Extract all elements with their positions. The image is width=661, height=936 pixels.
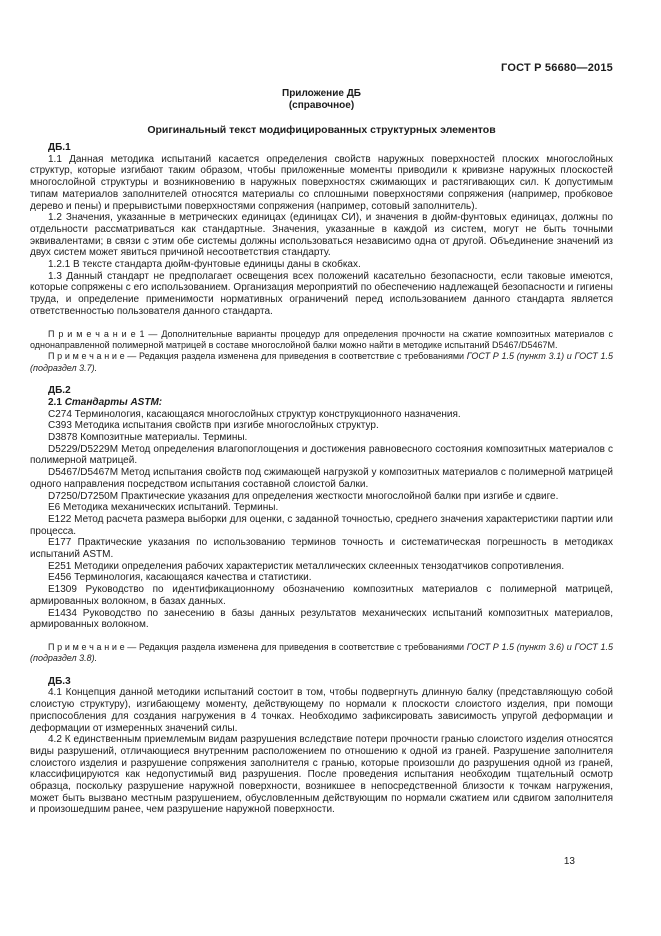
note-3-reference: ГОСТ Р 1.5 (пункт 3.6) и ГОСТ 1.5 (подраздел 3.8). <box>30 641 613 664</box>
subsection-title: Стандарты ASTM: <box>64 396 163 408</box>
note-1 <box>30 329 613 352</box>
annex-block <box>30 88 613 112</box>
section-heading-db3: ДБ.3 <box>48 675 71 687</box>
paragraph-1-3: 1.3 Данный стандарт не предполагает освещения всех положений касательно безопасности, если таковые имеются, которые сопряжены с его использованием. Организация мероприятий по обеспечению надлежащей безопасности и гигиены труда, и определение применимости нормативных ограничений перед использованием данного стандарта является ответственностью пользователя данного стандарта. <box>30 270 613 317</box>
document-header <box>30 62 613 75</box>
astm-item: C274 Терминология, касающаяся многослойных структур конструкционного назначения. <box>48 408 461 420</box>
paragraph-4-1: 4.1 Концепция данной методики испытаний состоит в том, чтобы подвергнуть длинную балку (представляющую собой слоистую структуру), изгибающему моменту, действующему по нормали к плоскости слоистого изделия, при помощи приспособления для создания нагружения в 4 точках. Необходимо зафиксировать зависимость упругой деформации и деформации от измеренных значений силы. <box>30 687 613 734</box>
subsection-2-1 <box>30 397 613 409</box>
document-body <box>30 142 613 816</box>
paragraph-4-2: 4.2 К единственным приемлемым видам разрушения вследствие потери прочности гранью слоистого изделия относятся виды разрушений, отличающиеся внутренним расположением по отношению к одной из граней. Разрушение заполнителя слоистого изделия и разрушение сопряжения заполнителя с гранью, которые произошли до разрушения одной из граней, классифицируются как недопустимый вид разрушения. После проведения испытания необходим тщательный осмотр образца, поскольку разрушение наружной поверхности, возникшее в непосредственной близости к точкам нагружения, может быть вызвано местным разрушением, обусловленным действующим по нормали сжатием или сдвигом заполнителя и произошедшим ранее, чем разрушение наружной поверхности. <box>30 734 613 816</box>
note-2-text: П р и м е ч а н и е — Редакция раздела изменена для приведения в соответствие с требованиями <box>48 351 465 362</box>
section-heading-db2: ДБ.2 <box>48 385 71 397</box>
astm-item: Е122 Метод расчета размера выборки для оценки, с заданной точностью, среднего значения характеристики партии или процесса. <box>30 513 613 537</box>
astm-item: D5229/D5229M Метод определения влагопоглощения и достижения равновесного состояния композитных материалов с полимерной матрицей. <box>30 443 613 467</box>
paragraph-1-2-1: 1.2.1 В тексте стандарта дюйм-фунтовые единицы даны в скобках. <box>48 259 361 271</box>
standard-designation: ГОСТ Р 56680—2015 <box>501 62 613 74</box>
annex-type: (справочное) <box>288 100 355 111</box>
section-heading-db1: ДБ.1 <box>48 142 71 153</box>
astm-item: Е177 Практические указания по использованию терминов точность и систематическая погрешность в методиках испытаний ASTM. <box>30 537 613 561</box>
note-2 <box>30 351 613 374</box>
paragraph-1-1: 1.1 Данная методика испытаний касается определения свойств наружных поверхностей плоских многослойных структур, которые изгибают таким образом, чтобы приложенные моменты приводили к кривизне наружных плоскостей многослойной структуры и возникновению в наружных поверхностях сжимающих и растягивающих сил. К допустимым типам материалов заполнителей относятся материалы со сплошными поверхностями сопряжения (например, пробковое дерево и пены) и прерывистыми поверхностями сопряжения (например, сотовый заполнитель). <box>30 153 613 212</box>
astm-item: C393 Методика испытания свойств при изгибе многослойных структур. <box>48 420 379 432</box>
astm-item: Е251 Методики определения рабочих характеристик металлических склеенных тензодатчиков сопротивления. <box>48 560 565 572</box>
astm-item: D3878 Композитные материалы. Термины. <box>48 431 248 443</box>
note-3 <box>30 642 613 665</box>
astm-item: Е6 Методика механических испытаний. Термины. <box>48 502 279 514</box>
astm-item: Е456 Терминология, касающаяся качества и статистики. <box>48 572 312 584</box>
astm-item: D7250/D7250M Практические указания для определения жесткости многослойной балки при изгибе и сдвиге. <box>48 490 559 502</box>
note-1-text: П р и м е ч а н и е 1 — Дополнительные варианты процедур для определения прочности на сжатие композитных материалов с однонаправленной полимерной матрицей в составе многослойной балки можно найти в методике испытаний D5467/D5467M. <box>30 328 613 350</box>
note-2-reference: ГОСТ Р 1.5 (пункт 3.1) и ГОСТ 1.5 (подраздел 3.7). <box>30 351 613 373</box>
annex-title: Приложение ДБ <box>282 88 361 99</box>
page-title: Оригинальный текст модифицированных структурных элементов <box>147 124 496 136</box>
subsection-number: 2.1 <box>48 396 62 408</box>
astm-item: Е1434 Руководство по занесению в базы данных результатов механических испытаний композитных материалов, армированных волокном. <box>30 607 613 631</box>
note-3-text: П р и м е ч а н и е — Редакция раздела изменена для приведения в соответствие с требованиями <box>48 641 465 652</box>
astm-item: D5467/D5467M Метод испытания свойств под сжимающей нагрузкой у композитных материалов с полимерной матрицей одного направления посредством испытания составной слоистой балки. <box>30 467 613 490</box>
astm-item: Е1309 Руководство по идентификационному обозначению композитных материалов с полимерной матрицей, армированных волокном, в базах данных. <box>30 584 613 607</box>
page-number: 13 <box>563 856 575 867</box>
paragraph-1-2: 1.2 Значения, указанные в метрических единицах (единицах СИ), и значения в дюйм-фунтовых единицах, должны по отдельности рассматриваться как стандартные. Значения, указанные в каждой из систем, могут не быть точными эквивалентами; в связи с этим обе системы должны использоваться независимо одна от другой. Объединение значений из двух систем может явиться причиной несоответствия стандарту. <box>30 212 613 259</box>
